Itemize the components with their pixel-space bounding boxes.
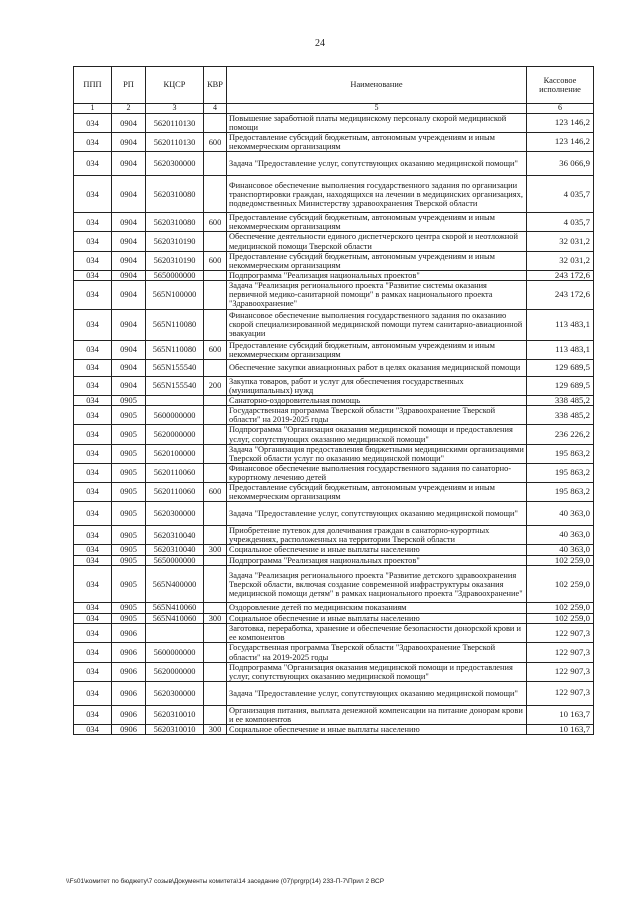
- row-amount: 40 363,0: [527, 545, 594, 556]
- row-kcsr: 5650000000: [146, 555, 204, 566]
- table-row: [74, 359, 594, 376]
- row-amount: 32 031,2: [527, 251, 594, 270]
- row-ppp: 034: [74, 705, 112, 724]
- footer-file-path: \\Fs01\комитет по бюджету\7 созыв\Документы комитета\14 заседание (07)\prgrp(14) 233-П-7\Прил 2 ВСР: [66, 878, 385, 885]
- row-name: Закупка товаров, работ и услуг для обеспечения государственных (муниципальных) нужд: [227, 376, 527, 395]
- table-row: [74, 603, 594, 614]
- header-name: Наименование: [227, 67, 527, 104]
- row-name: Обеспечение закупки авиационных работ в целях оказания медицинской помощи: [227, 359, 527, 376]
- row-kvr: [204, 463, 227, 482]
- row-rp: 0905: [112, 482, 146, 501]
- row-rp: 0904: [112, 376, 146, 395]
- table-row: [74, 613, 594, 624]
- column-index: 2: [112, 104, 146, 114]
- row-kcsr: 5620110060: [146, 463, 204, 482]
- row-kvr: [204, 406, 227, 425]
- table-row: [74, 425, 594, 444]
- table-row: [74, 376, 594, 395]
- table-row: [74, 281, 594, 309]
- row-kvr: 600: [204, 133, 227, 152]
- row-name: Предоставление субсидий бюджетным, автономным учреждениям и иным некоммерческим организациям: [227, 482, 527, 501]
- row-rp: 0905: [112, 613, 146, 624]
- row-kcsr: 5650000000: [146, 270, 204, 281]
- row-rp: 0906: [112, 724, 146, 735]
- row-kvr: 600: [204, 340, 227, 359]
- row-amount: 122 907,3: [527, 624, 594, 643]
- row-amount: 338 485,2: [527, 395, 594, 406]
- column-index-row: [74, 104, 594, 114]
- row-name: Задача "Предоставление услуг, сопутствующих оказанию медицинской помощи": [227, 502, 527, 526]
- row-name: Социальное обеспечение и иные выплаты населению: [227, 724, 527, 735]
- row-ppp: 034: [74, 114, 112, 133]
- row-kvr: [204, 425, 227, 444]
- row-kvr: [204, 603, 227, 614]
- row-kcsr: 5620310040: [146, 526, 204, 545]
- row-name: Подпрограмма "Организация оказания медицинской помощи и предоставления услуг, сопутствующих оказанию медицинской помощи": [227, 662, 527, 681]
- row-rp: 0904: [112, 176, 146, 213]
- row-kvr: [204, 232, 227, 251]
- row-rp: 0906: [112, 705, 146, 724]
- table-row: [74, 566, 594, 603]
- row-rp: 0906: [112, 681, 146, 705]
- row-kvr: [204, 555, 227, 566]
- row-kvr: 600: [204, 251, 227, 270]
- row-kcsr: 5600000000: [146, 643, 204, 662]
- row-kcsr: 5620100000: [146, 444, 204, 463]
- row-kvr: [204, 270, 227, 281]
- row-kcsr: 5620310080: [146, 176, 204, 213]
- row-name: Государственная программа Тверской области "Здравоохранение Тверской области" на 2019-2025 годы: [227, 643, 527, 662]
- row-amount: 243 172,6: [527, 281, 594, 309]
- row-kvr: [204, 309, 227, 340]
- row-amount: 102 259,0: [527, 566, 594, 603]
- row-rp: 0904: [112, 281, 146, 309]
- row-kvr: [204, 502, 227, 526]
- row-kcsr: 5620110060: [146, 482, 204, 501]
- row-ppp: 034: [74, 281, 112, 309]
- budget-execution-table: [73, 66, 594, 735]
- row-amount: 123 146,2: [527, 133, 594, 152]
- header-kcsr: КЦСР: [146, 67, 204, 104]
- row-name: Санаторно-оздоровительная помощь: [227, 395, 527, 406]
- row-ppp: 034: [74, 555, 112, 566]
- row-rp: 0905: [112, 555, 146, 566]
- table-row: [74, 133, 594, 152]
- row-kcsr: 565N400000: [146, 566, 204, 603]
- row-rp: 0905: [112, 444, 146, 463]
- row-amount: 122 907,3: [527, 662, 594, 681]
- row-kcsr: 5620310190: [146, 251, 204, 270]
- header-rp: РП: [112, 67, 146, 104]
- table-row: [74, 232, 594, 251]
- row-ppp: 034: [74, 463, 112, 482]
- row-ppp: 034: [74, 724, 112, 735]
- row-ppp: 034: [74, 133, 112, 152]
- row-kcsr: 5620310010: [146, 705, 204, 724]
- table-header-row: [74, 67, 594, 104]
- row-rp: 0904: [112, 213, 146, 232]
- page-number: 24: [315, 38, 325, 49]
- row-rp: 0905: [112, 502, 146, 526]
- row-ppp: 034: [74, 395, 112, 406]
- row-kcsr: 5620300000: [146, 502, 204, 526]
- row-kvr: 300: [204, 613, 227, 624]
- row-amount: 123 146,2: [527, 114, 594, 133]
- row-kcsr: 565N110080: [146, 340, 204, 359]
- row-ppp: 034: [74, 545, 112, 556]
- table-row: [74, 555, 594, 566]
- row-kcsr: 5620310190: [146, 232, 204, 251]
- row-amount: 10 163,7: [527, 724, 594, 735]
- row-kcsr: 5620300000: [146, 152, 204, 176]
- row-rp: 0905: [112, 603, 146, 614]
- table-row: [74, 482, 594, 501]
- row-kvr: [204, 444, 227, 463]
- row-name: Социальное обеспечение и иные выплаты населению: [227, 545, 527, 556]
- row-name: Обеспечение деятельности единого диспетчерского центра скорой и неотложной медицинской помощи Тверской области: [227, 232, 527, 251]
- table-row: [74, 643, 594, 662]
- row-kvr: 300: [204, 724, 227, 735]
- row-ppp: 034: [74, 213, 112, 232]
- row-name: Государственная программа Тверской области "Здравоохранение Тверской области" на 2019-2025 годы: [227, 406, 527, 425]
- row-kvr: [204, 114, 227, 133]
- table-row: [74, 624, 594, 643]
- row-kvr: [204, 526, 227, 545]
- row-ppp: 034: [74, 251, 112, 270]
- row-ppp: 034: [74, 340, 112, 359]
- row-kcsr: 5620110130: [146, 114, 204, 133]
- row-kvr: [204, 281, 227, 309]
- row-rp: 0904: [112, 359, 146, 376]
- row-rp: 0904: [112, 270, 146, 281]
- row-kcsr: 565N410060: [146, 613, 204, 624]
- row-name: Повышение заработной платы медицинскому персоналу скорой медицинской помощи: [227, 114, 527, 133]
- row-kcsr: 5620110130: [146, 133, 204, 152]
- row-name: Подпрограмма "Реализация национальных проектов": [227, 270, 527, 281]
- row-kvr: [204, 705, 227, 724]
- row-kcsr: 5620310010: [146, 724, 204, 735]
- row-rp: 0906: [112, 624, 146, 643]
- row-name: Подпрограмма "Организация оказания медицинской помощи и предоставления услуг, сопутствующих оказанию медицинской помощи": [227, 425, 527, 444]
- header-amount: Кассовое исполнение: [527, 67, 594, 104]
- row-kcsr: 565N410060: [146, 603, 204, 614]
- table-row: [74, 152, 594, 176]
- row-amount: 195 863,2: [527, 463, 594, 482]
- column-index: 3: [146, 104, 204, 114]
- row-rp: 0904: [112, 114, 146, 133]
- row-name: Социальное обеспечение и иные выплаты населению: [227, 613, 527, 624]
- table-row: [74, 502, 594, 526]
- row-amount: 40 363,0: [527, 526, 594, 545]
- row-amount: 195 863,2: [527, 482, 594, 501]
- row-rp: 0905: [112, 425, 146, 444]
- row-name: Финансовое обеспечение выполнения государственного задания по санаторно-курортному лечению детей: [227, 463, 527, 482]
- row-name: Предоставление субсидий бюджетным, автономным учреждениям и иным некоммерческим организациям: [227, 251, 527, 270]
- row-ppp: 034: [74, 624, 112, 643]
- row-kvr: [204, 624, 227, 643]
- row-kvr: 600: [204, 482, 227, 501]
- row-name: Финансовое обеспечение выполнения государственного задания по организации транспортировки граждан, находящихся на лечении в медицинских организациях, подведомственных Министерству здравоохранения Тверской области: [227, 176, 527, 213]
- row-amount: 122 907,3: [527, 643, 594, 662]
- row-name: Финансовое обеспечение выполнения государственного задания по оказанию скорой специализированной медицинской помощи путем санитарно-авиационной эвакуации: [227, 309, 527, 340]
- row-kvr: [204, 681, 227, 705]
- row-kcsr: [146, 395, 204, 406]
- row-name: Приобретение путевок для долечивания граждан в санаторно-курортных учреждениях, расположенных на территории Тверской области: [227, 526, 527, 545]
- row-ppp: 034: [74, 502, 112, 526]
- row-ppp: 034: [74, 643, 112, 662]
- row-name: Задача "Предоставление услуг, сопутствующих оказанию медицинской помощи": [227, 152, 527, 176]
- row-amount: 40 363,0: [527, 502, 594, 526]
- row-name: Организация питания, выплата денежной компенсации на питание донорам крови и ее компонентов: [227, 705, 527, 724]
- row-name: Задача "Реализация регионального проекта "Развитие детского здравоохранения Тверской области, включая создание современной инфраструктуры оказания медицинской помощи детям" в рамках национального проекта "Здравоохранение": [227, 566, 527, 603]
- table-row: [74, 340, 594, 359]
- row-kcsr: 5620310080: [146, 213, 204, 232]
- row-rp: 0905: [112, 566, 146, 603]
- row-name: Задача "Организация предоставления бюджетными медицинскими организациями Тверской области услуг по оказанию медицинской помощи": [227, 444, 527, 463]
- row-rp: 0905: [112, 526, 146, 545]
- row-kcsr: 565N100000: [146, 281, 204, 309]
- table-row: [74, 724, 594, 735]
- row-rp: 0904: [112, 340, 146, 359]
- row-amount: 102 259,0: [527, 613, 594, 624]
- column-index: 4: [204, 104, 227, 114]
- row-amount: 102 259,0: [527, 603, 594, 614]
- row-kvr: 300: [204, 545, 227, 556]
- row-ppp: 034: [74, 444, 112, 463]
- table-row: [74, 114, 594, 133]
- row-amount: 129 689,5: [527, 359, 594, 376]
- row-kcsr: 5620300000: [146, 681, 204, 705]
- table-body: [74, 114, 594, 735]
- row-ppp: 034: [74, 359, 112, 376]
- table-row: [74, 705, 594, 724]
- row-name: Предоставление субсидий бюджетным, автономным учреждениям и иным некоммерческим организациям: [227, 213, 527, 232]
- column-index: 1: [74, 104, 112, 114]
- row-ppp: 034: [74, 482, 112, 501]
- row-kvr: [204, 176, 227, 213]
- row-ppp: 034: [74, 176, 112, 213]
- row-kcsr: 565N155540: [146, 359, 204, 376]
- row-rp: 0904: [112, 232, 146, 251]
- column-index: 6: [527, 104, 594, 114]
- row-name: Предоставление субсидий бюджетным, автономным учреждениям и иным некоммерческим организациям: [227, 133, 527, 152]
- row-ppp: 034: [74, 566, 112, 603]
- table-row: [74, 526, 594, 545]
- row-kvr: 600: [204, 213, 227, 232]
- row-name: Предоставление субсидий бюджетным, автономным учреждениям и иным некоммерческим организациям: [227, 340, 527, 359]
- row-ppp: 034: [74, 376, 112, 395]
- row-amount: 10 163,7: [527, 705, 594, 724]
- row-amount: 129 689,5: [527, 376, 594, 395]
- table-row: [74, 444, 594, 463]
- header-kvr: КВР: [204, 67, 227, 104]
- row-name: Задача "Реализация регионального проекта "Развитие системы оказания первичной медико-санитарной помощи" в рамках национального проекта "Здравоохранение": [227, 281, 527, 309]
- row-rp: 0904: [112, 133, 146, 152]
- row-kcsr: 565N155540: [146, 376, 204, 395]
- row-kvr: [204, 566, 227, 603]
- table-row: [74, 662, 594, 681]
- row-ppp: 034: [74, 613, 112, 624]
- table-row: [74, 270, 594, 281]
- row-ppp: 034: [74, 662, 112, 681]
- row-kvr: [204, 643, 227, 662]
- row-rp: 0905: [112, 395, 146, 406]
- row-name: Подпрограмма "Реализация национальных проектов": [227, 555, 527, 566]
- row-kcsr: 565N110080: [146, 309, 204, 340]
- row-name: Задача "Предоставление услуг, сопутствующих оказанию медицинской помощи": [227, 681, 527, 705]
- row-kcsr: 5600000000: [146, 406, 204, 425]
- row-rp: 0904: [112, 309, 146, 340]
- row-amount: 122 907,3: [527, 681, 594, 705]
- row-rp: 0906: [112, 643, 146, 662]
- row-rp: 0905: [112, 463, 146, 482]
- row-ppp: 034: [74, 232, 112, 251]
- row-amount: 102 259,0: [527, 555, 594, 566]
- row-rp: 0905: [112, 406, 146, 425]
- row-ppp: 034: [74, 270, 112, 281]
- table-row: [74, 176, 594, 213]
- row-amount: 243 172,6: [527, 270, 594, 281]
- row-amount: 338 485,2: [527, 406, 594, 425]
- row-ppp: 034: [74, 425, 112, 444]
- row-ppp: 034: [74, 603, 112, 614]
- row-rp: 0906: [112, 662, 146, 681]
- table-row: [74, 213, 594, 232]
- table-row: [74, 395, 594, 406]
- row-name: Оздоровление детей по медицинским показаниям: [227, 603, 527, 614]
- row-ppp: 034: [74, 406, 112, 425]
- row-amount: 113 483,1: [527, 309, 594, 340]
- row-name: Заготовка, переработка, хранение и обеспечение безопасности донорской крови и ее компонентов: [227, 624, 527, 643]
- row-ppp: 034: [74, 309, 112, 340]
- row-ppp: 034: [74, 152, 112, 176]
- row-amount: 4 035,7: [527, 213, 594, 232]
- row-kvr: [204, 662, 227, 681]
- row-rp: 0904: [112, 152, 146, 176]
- row-kvr: [204, 359, 227, 376]
- row-kvr: 200: [204, 376, 227, 395]
- row-kcsr: 5620000000: [146, 662, 204, 681]
- row-ppp: 034: [74, 681, 112, 705]
- table-row: [74, 545, 594, 556]
- row-amount: 113 483,1: [527, 340, 594, 359]
- row-kcsr: 5620000000: [146, 425, 204, 444]
- table-row: [74, 251, 594, 270]
- row-kcsr: [146, 624, 204, 643]
- row-amount: 195 863,2: [527, 444, 594, 463]
- row-kvr: [204, 152, 227, 176]
- row-kvr: [204, 395, 227, 406]
- table-row: [74, 406, 594, 425]
- row-kcsr: 5620310040: [146, 545, 204, 556]
- row-ppp: 034: [74, 526, 112, 545]
- table-row: [74, 681, 594, 705]
- row-amount: 32 031,2: [527, 232, 594, 251]
- header-ppp: ППП: [74, 67, 112, 104]
- table-row: [74, 463, 594, 482]
- column-index: 5: [227, 104, 527, 114]
- row-rp: 0904: [112, 251, 146, 270]
- row-amount: 236 226,2: [527, 425, 594, 444]
- row-rp: 0905: [112, 545, 146, 556]
- row-amount: 36 066,9: [527, 152, 594, 176]
- table-row: [74, 309, 594, 340]
- row-amount: 4 035,7: [527, 176, 594, 213]
